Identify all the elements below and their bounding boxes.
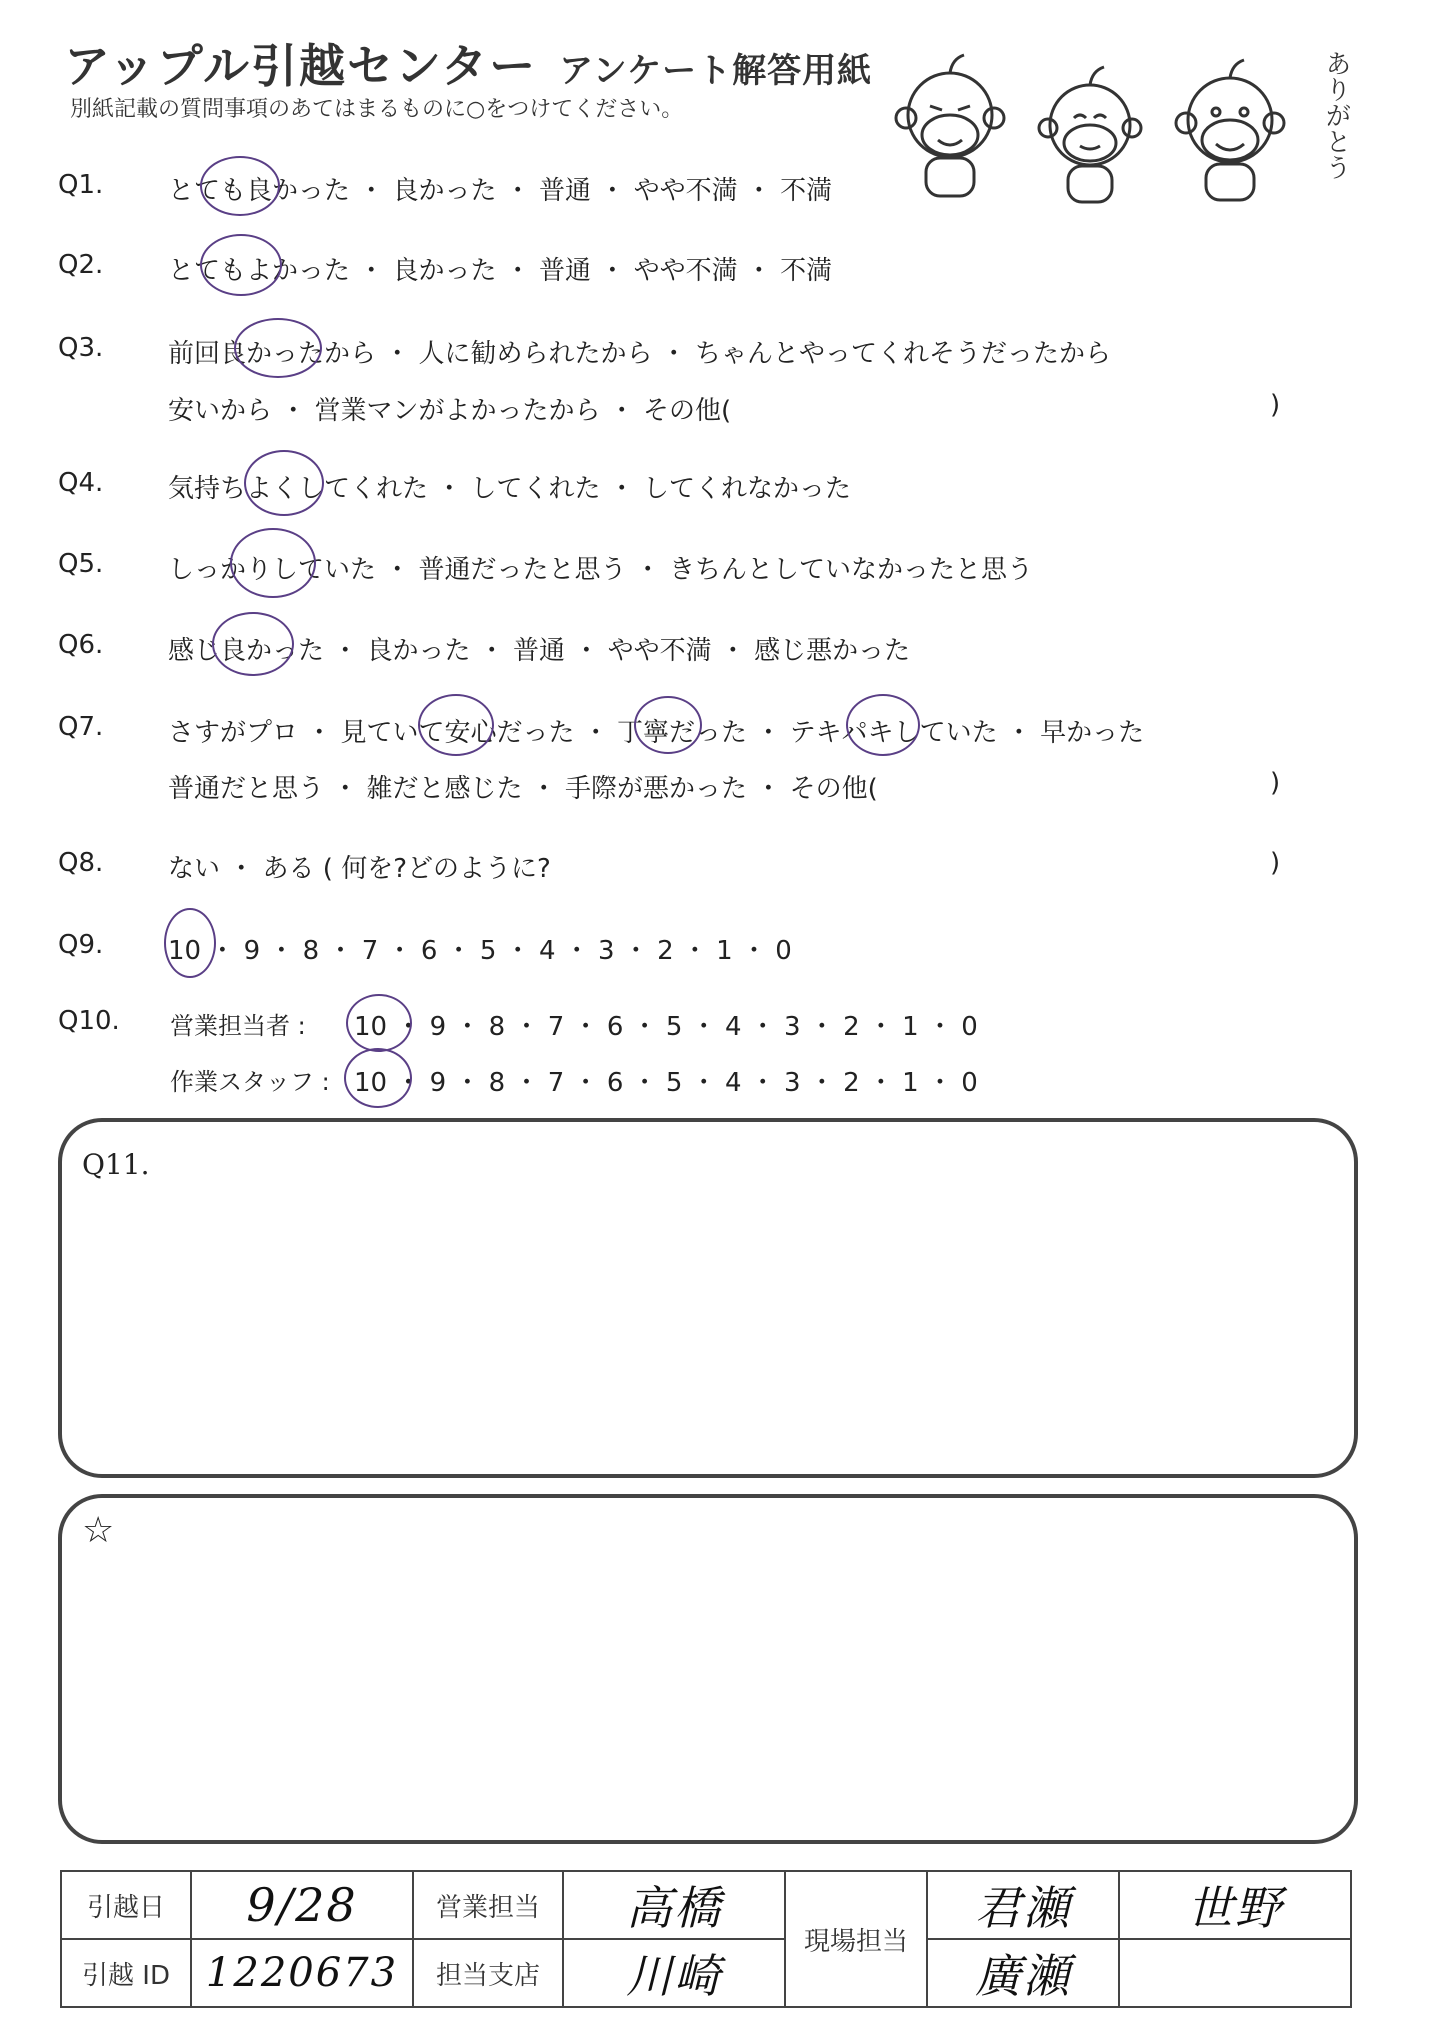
answer-circle xyxy=(418,694,494,756)
answer-circle xyxy=(200,234,282,296)
star-label: ☆ xyxy=(82,1510,115,1551)
q5-label: Q5. xyxy=(58,549,104,579)
q3-options-line1: 前回良かったから ・ 人に勧められたから ・ ちゃんとやってくれそうだったから xyxy=(168,339,1112,369)
q6-label: Q6. xyxy=(58,630,104,660)
answer-circle xyxy=(846,694,920,756)
q4-options: 気持ちよくしてくれた ・ してくれた ・ してくれなかった xyxy=(168,474,852,504)
site-label: 現場担当 xyxy=(785,1871,927,2007)
answer-circle xyxy=(634,696,702,754)
move-id-value: 1220673 xyxy=(191,1939,413,2007)
q9-scale: 10 ・ 9 ・ 8 ・ 7 ・ 6 ・ 5 ・ 4 ・ 3 ・ 2 ・ 1 ・ 0 xyxy=(168,936,792,966)
q7-options-line2: 普通だと思う ・ 雑だと感じた ・ 手際が悪かった ・ その他( xyxy=(168,774,878,804)
q1-options: とても良かった ・ 良かった ・ 普通 ・ やや不満 ・ 不満 xyxy=(168,176,833,206)
q5-options: しっかりしていた ・ 普通だったと思う ・ きちんとしていなかったと思う xyxy=(168,555,1034,585)
company-name: アップル引越センター xyxy=(64,39,538,93)
monkey-mascots-illustration xyxy=(880,40,1310,210)
q11-comment-box xyxy=(58,1118,1358,1478)
form-title: アンケート解答用紙 xyxy=(559,51,873,91)
q10-label: Q10. xyxy=(58,1006,120,1036)
move-info-table xyxy=(60,1870,1352,2008)
q10-sales-label: 営業担当者 : xyxy=(170,1012,306,1040)
site-staff-2: 廣瀬 xyxy=(927,1939,1119,2007)
sales-value: 高橋 xyxy=(563,1871,785,1939)
star-comment-box xyxy=(58,1494,1358,1844)
branch-label: 担当支店 xyxy=(413,1939,563,2007)
q6-options: 感じ良かった ・ 良かった ・ 普通 ・ やや不満 ・ 感じ悪かった xyxy=(168,636,911,666)
company-title xyxy=(64,30,872,96)
monkey-middle-icon xyxy=(1039,67,1141,202)
answer-circle xyxy=(164,908,216,978)
thanks-text: ありがとう xyxy=(1321,50,1351,180)
q4-label: Q4. xyxy=(58,468,104,498)
q10-staff-label: 作業スタッフ : xyxy=(170,1068,330,1096)
site-staff-1: 君瀬 xyxy=(927,1871,1119,1939)
monkey-left-icon xyxy=(896,55,1004,196)
answer-circle xyxy=(234,318,322,378)
move-date-label: 引越日 xyxy=(61,1871,191,1939)
answer-circle xyxy=(230,528,316,598)
empty-cell xyxy=(1119,1939,1351,2007)
sales-label: 営業担当 xyxy=(413,1871,563,1939)
q1-label: Q1. xyxy=(58,170,104,200)
q7-label: Q7. xyxy=(58,712,104,742)
q3-options-line2: 安いから ・ 営業マンがよかったから ・ その他( xyxy=(168,396,732,426)
answer-circle xyxy=(346,994,412,1052)
q3-label: Q3. xyxy=(58,333,104,363)
monkey-right-icon xyxy=(1176,60,1284,200)
q2-label: Q2. xyxy=(58,250,104,280)
answer-circle xyxy=(200,156,280,216)
instruction-text: 別紙記載の質問事項のあてはまるものに○をつけてください。 xyxy=(70,97,684,122)
move-id-label: 引越 ID xyxy=(61,1939,191,2007)
q3-close-paren: ) xyxy=(1270,390,1281,420)
q2-options: とてもよかった ・ 良かった ・ 普通 ・ やや不満 ・ 不満 xyxy=(168,256,833,286)
q9-label: Q9. xyxy=(58,930,104,960)
q8-label: Q8. xyxy=(58,848,104,878)
answer-circle xyxy=(344,1048,412,1108)
branch-value: 川崎 xyxy=(563,1939,785,2007)
answer-circle xyxy=(212,612,294,676)
q10-sales-scale: 10 ・ 9 ・ 8 ・ 7 ・ 6 ・ 5 ・ 4 ・ 3 ・ 2 ・ 1 ・ 0 xyxy=(354,1012,978,1042)
q7-close-paren: ) xyxy=(1270,768,1281,798)
site-staff-3: 世野 xyxy=(1119,1871,1351,1939)
q8-close-paren: ) xyxy=(1270,848,1281,878)
q7-options-line1: さすがプロ ・ 見ていて安心だった ・ 丁寧だった ・ テキパキしていた ・ 早かった xyxy=(168,718,1145,748)
answer-circle xyxy=(244,450,324,516)
q11-label: Q11. xyxy=(82,1148,150,1181)
move-date-value: 9/28 xyxy=(191,1871,413,1939)
q10-staff-scale: 10 ・ 9 ・ 8 ・ 7 ・ 6 ・ 5 ・ 4 ・ 3 ・ 2 ・ 1 ・ 0 xyxy=(354,1068,978,1098)
q8-options: ない ・ ある ( 何を?どのように? xyxy=(168,854,551,884)
